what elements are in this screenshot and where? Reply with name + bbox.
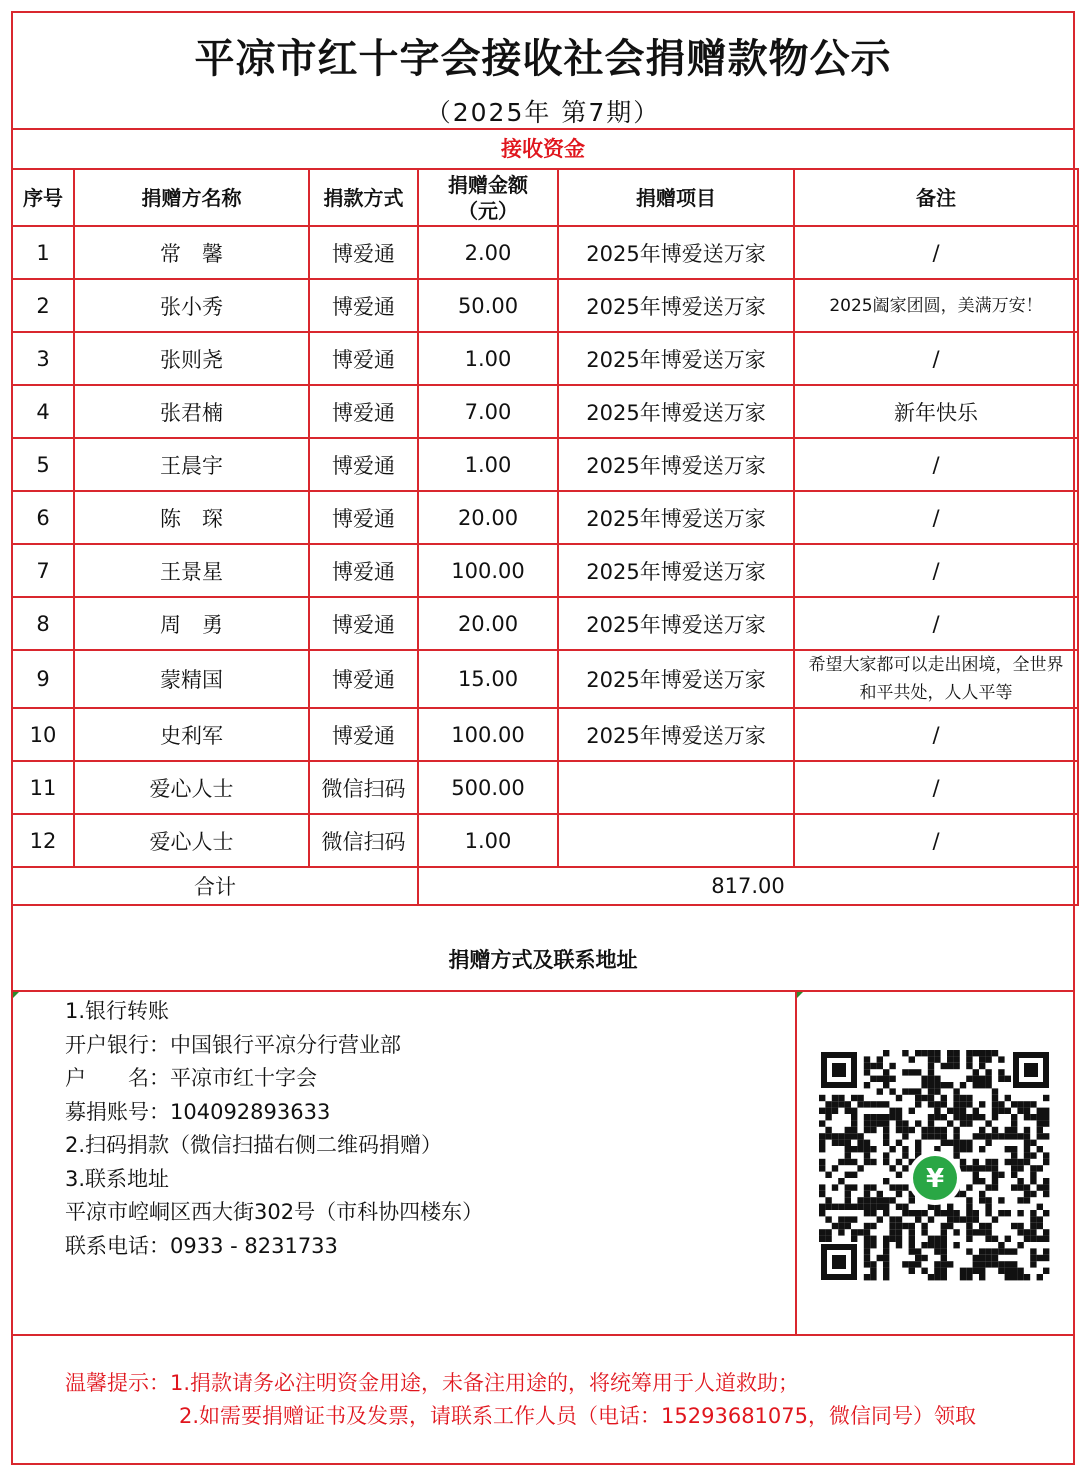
cell-amount: 1.00 (418, 814, 558, 867)
cell-project: 2025年博爱送万家 (558, 491, 794, 544)
cell-project: 2025年博爱送万家 (558, 708, 794, 761)
info-line: 3.联系地址 (65, 1166, 170, 1191)
cell-name: 陈 琛 (74, 491, 309, 544)
cell-method: 微信扫码 (309, 761, 418, 814)
cell-name: 史利军 (74, 708, 309, 761)
cell-no: 3 (12, 332, 74, 385)
wechat-qr-code[interactable] (819, 1050, 1051, 1282)
cell-name: 周 勇 (74, 597, 309, 650)
cell-name: 张小秀 (74, 279, 309, 332)
cell-corner-mark (13, 992, 19, 998)
table-row (12, 814, 1078, 867)
section-title-funds: 接收资金 (501, 137, 585, 161)
cell-amount: 100.00 (418, 708, 558, 761)
table-row (12, 226, 1078, 279)
cell-method: 博爱通 (309, 226, 418, 279)
cell-project: 2025年博爱送万家 (558, 385, 794, 438)
cell-note: / (794, 708, 1078, 761)
table-row (12, 597, 1078, 650)
cell-name: 爱心人士 (74, 814, 309, 867)
yuan-icon: ¥ (925, 1164, 945, 1194)
cell-method: 博爱通 (309, 491, 418, 544)
cell-name: 王晨宇 (74, 438, 309, 491)
table-row (12, 438, 1078, 491)
section-title-contact: 捐赠方式及联系地址 (448, 948, 638, 972)
cell-project (558, 814, 794, 867)
cell-amount: 20.00 (418, 491, 558, 544)
info-line: 2.扫码捐款（微信扫描右侧二维码捐赠） (65, 1133, 443, 1157)
table-row (12, 650, 1078, 708)
cell-project: 2025年博爱送万家 (558, 279, 794, 332)
cell-no: 9 (12, 650, 74, 708)
header-project: 捐赠项目 (558, 169, 794, 226)
cell-note: 2025阖家团圆，美满万安！ (794, 279, 1078, 332)
cell-method: 微信扫码 (309, 814, 418, 867)
header-amount-line1: 捐赠金额 (448, 172, 528, 197)
info-line: 募捐账号：104092893633 (65, 1099, 331, 1124)
warning-line-1: 温馨提示：1.捐款请务必注明资金用途，未备注用途的，将统筹用于人道救助； (65, 1371, 800, 1395)
header-no: 序号 (12, 169, 74, 226)
table-row (12, 332, 1078, 385)
cell-amount: 7.00 (418, 385, 558, 438)
contact-info (65, 995, 483, 1263)
cell-method: 博爱通 (309, 385, 418, 438)
cell-name: 张君楠 (74, 385, 309, 438)
cell-no: 8 (12, 597, 74, 650)
cell-method: 博爱通 (309, 279, 418, 332)
cell-note: / (794, 332, 1078, 385)
total-label: 合计 (12, 867, 418, 905)
cell-note: 新年快乐 (794, 385, 1078, 438)
cell-method: 博爱通 (309, 438, 418, 491)
cell-no: 11 (12, 761, 74, 814)
cell-amount: 500.00 (418, 761, 558, 814)
cell-no: 1 (12, 226, 74, 279)
cell-note: / (794, 544, 1078, 597)
cell-amount: 1.00 (418, 332, 558, 385)
cell-note: / (794, 814, 1078, 867)
cell-no: 6 (12, 491, 74, 544)
page-title: 平凉市红十字会接收社会捐赠款物公示 (194, 36, 892, 82)
cell-no: 7 (12, 544, 74, 597)
divider-vertical (795, 991, 797, 1336)
cell-no: 12 (12, 814, 74, 867)
cell-amount: 50.00 (418, 279, 558, 332)
cell-corner-mark (797, 992, 803, 998)
divider (13, 1334, 1073, 1336)
table-row (12, 708, 1078, 761)
cell-name: 王景星 (74, 544, 309, 597)
cell-method: 博爱通 (309, 650, 418, 708)
cell-note: / (794, 226, 1078, 279)
cell-project: 2025年博爱送万家 (558, 544, 794, 597)
cell-project: 2025年博爱送万家 (558, 597, 794, 650)
info-line: 平凉市崆峒区西大街302号（市科协四楼东） (65, 1200, 484, 1224)
info-line: 1.银行转账 (65, 999, 170, 1023)
cell-note: / (794, 761, 1078, 814)
cell-project: 2025年博爱送万家 (558, 226, 794, 279)
cell-no: 5 (12, 438, 74, 491)
divider (13, 990, 1073, 992)
table-row (12, 385, 1078, 438)
header-amount-line2: （元） (458, 198, 518, 223)
cell-name: 常 馨 (74, 226, 309, 279)
period-label: （2025年 第7期） (425, 98, 661, 127)
table-row (12, 279, 1078, 332)
table-header-row (12, 169, 1078, 226)
warning-line-2: 2.如需要捐赠证书及发票，请联系工作人员（电话：15293681075，微信同号）领取 (179, 1404, 977, 1428)
donation-table (11, 168, 1079, 906)
total-row (12, 867, 1078, 905)
cell-note: / (794, 438, 1078, 491)
warning-notice (65, 1367, 976, 1433)
cell-amount: 20.00 (418, 597, 558, 650)
info-line: 开户银行：中国银行平凉分行营业部 (65, 1032, 401, 1057)
cell-note: / (794, 491, 1078, 544)
cell-amount: 2.00 (418, 226, 558, 279)
table-row (12, 761, 1078, 814)
table-row (12, 544, 1078, 597)
cell-no: 10 (12, 708, 74, 761)
info-line: 户 名：平凉市红十字会 (65, 1066, 317, 1090)
cell-no: 2 (12, 279, 74, 332)
info-line: 联系电话：0933 - 8231733 (65, 1233, 338, 1258)
cell-method: 博爱通 (309, 597, 418, 650)
header-note: 备注 (794, 169, 1078, 226)
cell-method: 博爱通 (309, 708, 418, 761)
donation-notice-sheet (11, 11, 1075, 1465)
header-name: 捐赠方名称 (74, 169, 309, 226)
header-amount (418, 169, 558, 226)
cell-name: 蒙精国 (74, 650, 309, 708)
cell-project (558, 761, 794, 814)
cell-project: 2025年博爱送万家 (558, 332, 794, 385)
cell-note: 希望大家都可以走出困境，全世界和平共处，人人平等 (794, 650, 1078, 708)
cell-name: 张则尧 (74, 332, 309, 385)
cell-project: 2025年博爱送万家 (558, 438, 794, 491)
cell-project: 2025年博爱送万家 (558, 650, 794, 708)
cell-amount: 1.00 (418, 438, 558, 491)
cell-name: 爱心人士 (74, 761, 309, 814)
cell-method: 博爱通 (309, 544, 418, 597)
cell-no: 4 (12, 385, 74, 438)
table-row (12, 491, 1078, 544)
cell-note: / (794, 597, 1078, 650)
cell-method: 博爱通 (309, 332, 418, 385)
total-value: 817.00 (418, 867, 1078, 905)
header-method: 捐款方式 (309, 169, 418, 226)
cell-amount: 15.00 (418, 650, 558, 708)
cell-amount: 100.00 (418, 544, 558, 597)
